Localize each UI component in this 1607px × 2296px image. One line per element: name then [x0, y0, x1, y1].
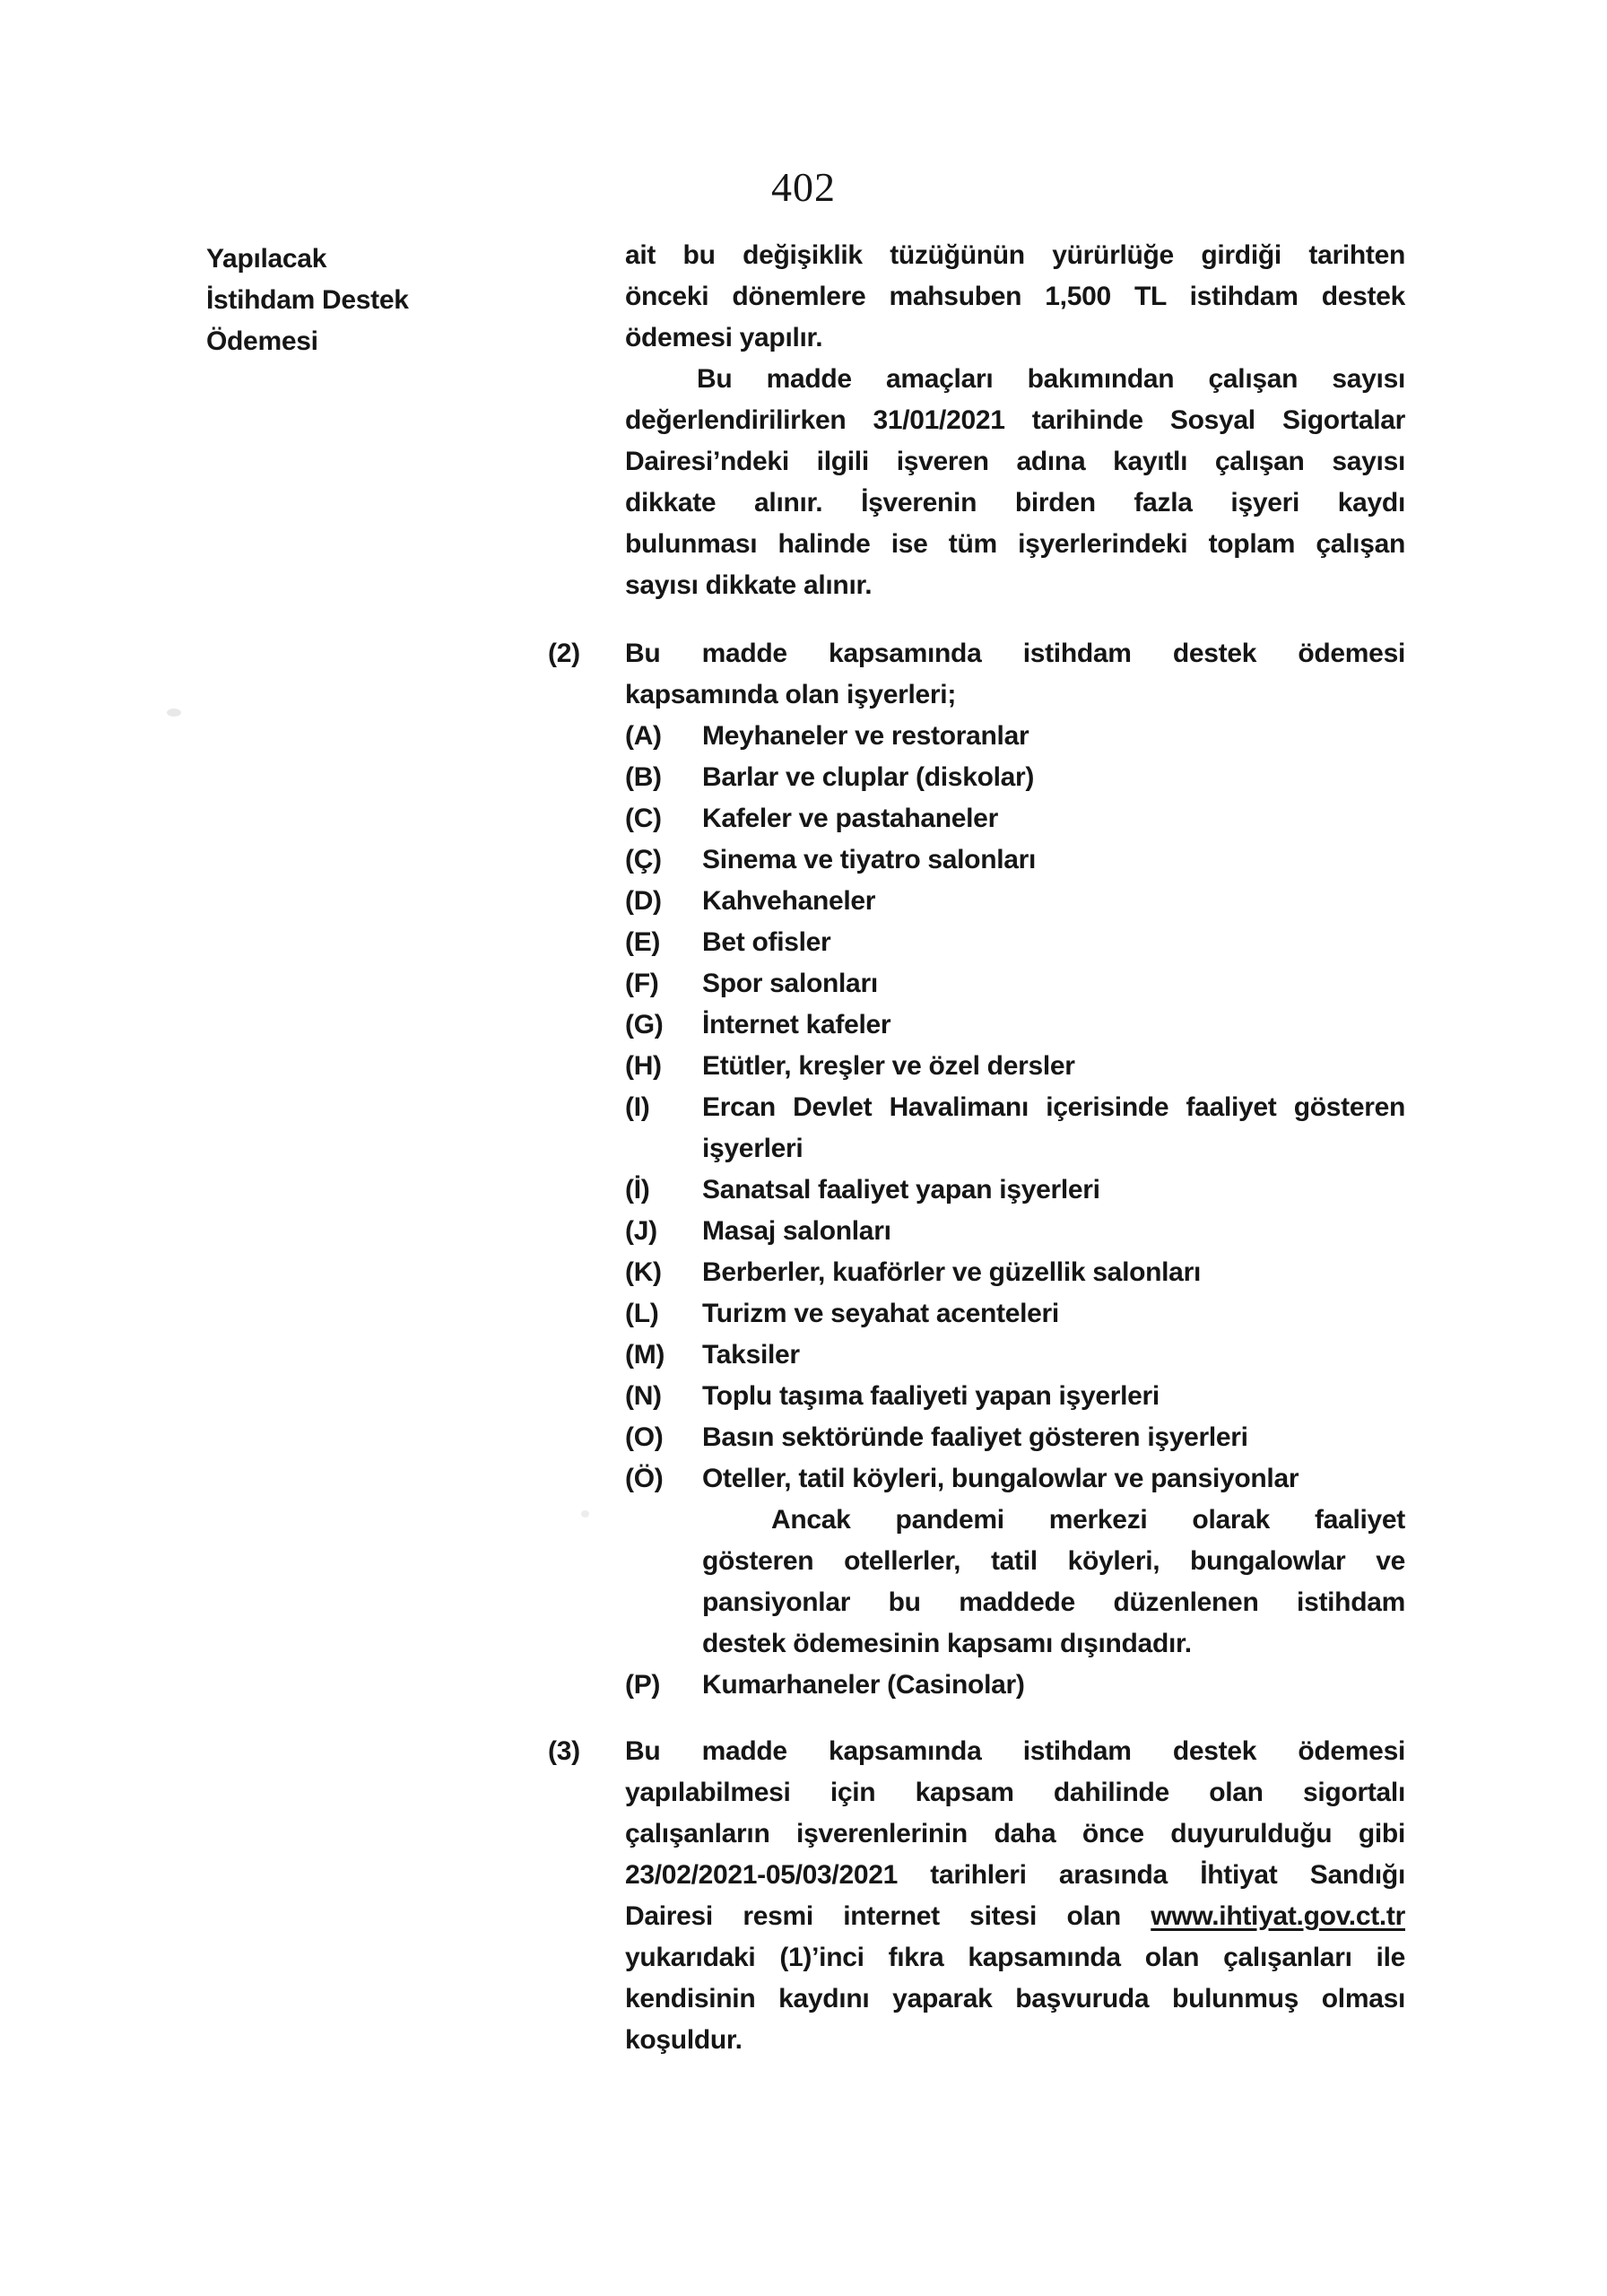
subitem-row [625, 1252, 1405, 1293]
text-line: Ancak pandemi merkezi olarak faaliyet [771, 1505, 1405, 1535]
subitem-row [625, 963, 1405, 1004]
subitem-row [625, 1087, 1405, 1170]
item-2-subitem-list [548, 716, 1405, 1706]
paragraph-employment-support-amount [548, 235, 1405, 359]
text-line: Bu madde kapsamında istihdam destek ödemesi [625, 639, 1405, 668]
text-line: Basın sektöründe faaliyet gösteren işyerleri [702, 1422, 1248, 1452]
scan-artifact [167, 709, 181, 717]
subitem-row [625, 1665, 1405, 1706]
subitem-letter: (H) [625, 1051, 662, 1081]
margin-label-yapilacak-istihdam-destek-odemesi [206, 239, 583, 362]
subitem-row [625, 1211, 1405, 1252]
text-line: değerlendirilirken 31/01/2021 tarihinde Sosyal Sigortalar [625, 405, 1405, 435]
subitem-text [702, 1252, 1405, 1293]
subitem-row [625, 757, 1405, 798]
page-number: 402 [771, 164, 836, 210]
text-line: kapsamında olan işyerleri; [625, 680, 957, 709]
subitem-row [625, 1293, 1405, 1335]
subitem-row [625, 881, 1405, 922]
subitem-text [702, 1335, 1405, 1376]
text-line: gösteren otellerler, tatil köyleri, bungalowlar ve [702, 1546, 1405, 1576]
text-line: Toplu taşıma faaliyeti yapan işyerleri [702, 1381, 1160, 1411]
subitem-letter: (J) [625, 1216, 657, 1246]
text-line: Kahvehaneler [702, 886, 876, 916]
subitem-row [625, 1004, 1405, 1046]
text-segment: Dairesi resmi internet sitesi olan [625, 1901, 1151, 1931]
subitem-letter: (N) [625, 1381, 662, 1411]
subitem-letter: (D) [625, 886, 662, 916]
text-line: Bet ofisler [702, 927, 831, 957]
item-3-text [548, 1731, 1405, 2061]
subitem-letter: (O) [625, 1422, 664, 1452]
subitem-row [625, 1046, 1405, 1087]
text-line: dikkate alınır. İşverenin birden fazla işyeri kaydı [625, 488, 1405, 517]
subitem-text [702, 1458, 1405, 1500]
subitem-letter: (I) [625, 1092, 650, 1122]
text-line: Barlar ve cluplar (diskolar) [702, 762, 1035, 792]
text-line: Oteller, tatil köyleri, bungalowlar ve pansiyonlar [702, 1464, 1299, 1493]
subitem-row [625, 1458, 1405, 1500]
text-line: Spor salonları [702, 969, 878, 998]
subitem-letter: (B) [625, 762, 662, 792]
subitem-text [702, 798, 1405, 839]
text-line: İnternet kafeler [702, 1010, 891, 1039]
item-2-intro [548, 633, 1405, 716]
subitem-row [625, 716, 1405, 757]
subitem-letter: (A) [625, 721, 662, 751]
text-line [625, 1896, 1405, 1937]
text-line: Kafeler ve pastahaneler [702, 804, 998, 833]
text-line: Etütler, kreşler ve özel dersler [702, 1051, 1075, 1081]
text-line: Bu madde kapsamında istihdam destek ödemesi [625, 1736, 1405, 1766]
subitem-text [702, 963, 1405, 1004]
text-line: Berberler, kuaförler ve güzellik salonları [702, 1257, 1201, 1287]
text-line: Taksiler [702, 1340, 800, 1370]
subitem-letter: (F) [625, 969, 659, 998]
subitem-row [625, 839, 1405, 881]
subitem-letter: (P) [625, 1670, 661, 1700]
text-line: kendisinin kaydını yaparak başvuruda bulunmuş olması [625, 1984, 1405, 2013]
subitem-text [702, 922, 1405, 963]
item-3-number: (3) [548, 1736, 580, 1766]
text-line: Kumarhaneler (Casinolar) [702, 1670, 1025, 1700]
subitem-row [625, 922, 1405, 963]
text-line: yapılabilmesi için kapsam dahilinde olan sigortalı [625, 1778, 1405, 1807]
subitem-text [702, 1004, 1405, 1046]
subitem-row [625, 1376, 1405, 1417]
text-line: Sinema ve tiyatro salonları [702, 845, 1037, 874]
subitem-text [702, 1376, 1405, 1417]
text-line: Yapılacak [206, 244, 327, 274]
subitem-text [702, 1211, 1405, 1252]
text-line: işyerleri [702, 1134, 804, 1163]
subitem-letter: (L) [625, 1299, 659, 1328]
text-line: ait bu değişiklik tüzüğünün yürürlüğe girdiği tarihten [625, 240, 1405, 270]
text-line: Turizm ve seyahat acenteleri [702, 1299, 1059, 1328]
subitem-row [625, 798, 1405, 839]
subitem-note [702, 1500, 1405, 1665]
text-line: Ödemesi [206, 326, 318, 356]
item-2 [548, 633, 1405, 1706]
subitem-letter: (K) [625, 1257, 662, 1287]
text-line: destek ödemesinin kapsamı dışındadır. [702, 1629, 1192, 1658]
text-line: sayısı dikkate alınır. [625, 570, 873, 600]
text-line: Meyhaneler ve restoranlar [702, 721, 1029, 751]
subitem-letter: (C) [625, 804, 662, 833]
subitem-letter: (Ç) [625, 845, 662, 874]
subitem-text [702, 1293, 1405, 1335]
text-line: 23/02/2021-05/03/2021 tarihleri arasında İhtiyat Sandığı [625, 1860, 1405, 1890]
text-line: pansiyonlar bu maddede düzenlenen istihdam [702, 1587, 1405, 1617]
subitem-letter: (G) [625, 1010, 664, 1039]
subitem-text [702, 1046, 1405, 1087]
subitem-row [625, 1335, 1405, 1376]
subitem-text [702, 1417, 1405, 1458]
text-line: Bu madde amaçları bakımından çalışan sayısı [697, 364, 1405, 394]
text-line: ödemesi yapılır. [625, 323, 823, 352]
subitem-text [702, 1087, 1405, 1170]
ihtiyat-website-link[interactable]: www.ihtiyat.gov.ct.tr [1151, 1901, 1405, 1931]
text-line: Masaj salonları [702, 1216, 891, 1246]
text-line: Ercan Devlet Havalimanı içerisinde faaliyet gösteren [702, 1092, 1405, 1122]
subitem-letter: (İ) [625, 1175, 650, 1205]
text-line: İstihdam Destek [206, 285, 409, 315]
text-line: Sanatsal faaliyet yapan işyerleri [702, 1175, 1100, 1205]
main-text-column [548, 235, 1405, 2061]
subitem-text [702, 1170, 1405, 1211]
subitem-letter: (E) [625, 927, 661, 957]
subitem-text [702, 839, 1405, 881]
subitem-row [625, 1170, 1405, 1211]
text-line: çalışanların işverenlerinin daha önce duyurulduğu gibi [625, 1819, 1405, 1848]
subitem-letter: (Ö) [625, 1464, 664, 1493]
subitem-text [702, 757, 1405, 798]
text-line: önceki dönemlere mahsuben 1,500 TL istihdam destek [625, 282, 1405, 311]
subitem-letter: (M) [625, 1340, 665, 1370]
item-3 [548, 1731, 1405, 2061]
subitem-text [702, 1665, 1405, 1706]
subitem-text [702, 881, 1405, 922]
text-line: koşuldur. [625, 2025, 743, 2055]
subitem-text [702, 716, 1405, 757]
subitem-row [625, 1417, 1405, 1458]
paragraph-employee-count-rule [548, 359, 1405, 606]
item-2-number: (2) [548, 639, 580, 668]
text-line: bulunması halinde ise tüm işyerlerindeki toplam çalışan [625, 529, 1405, 559]
text-line: yukarıdaki (1)’inci fıkra kapsamında olan çalışanları ile [625, 1943, 1405, 1972]
text-line: Dairesi’ndeki ilgili işveren adına kayıtlı çalışan sayısı [625, 447, 1405, 476]
